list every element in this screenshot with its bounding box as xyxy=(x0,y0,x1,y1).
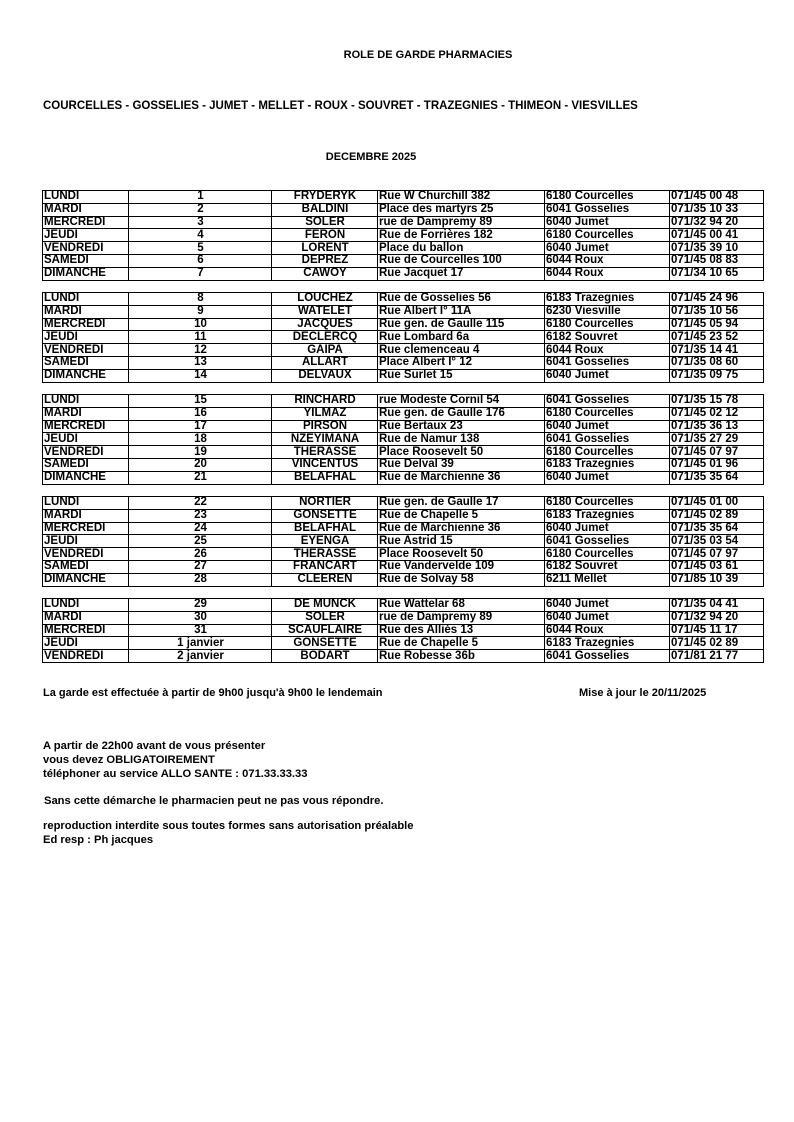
cell-phone: 071/45 07 97 xyxy=(670,548,764,561)
cell-num: 26 xyxy=(129,548,272,561)
cell-day: MERCREDI xyxy=(43,216,129,229)
cell-city: 6040 Jumet xyxy=(545,611,670,624)
cell-city: 6040 Jumet xyxy=(545,599,670,612)
cell-street: Rue de Solvay 58 xyxy=(378,573,545,586)
cell-city: 6182 Souvret xyxy=(545,331,670,344)
cell-day: MERCREDI xyxy=(43,318,129,331)
cell-phone: 071/35 10 33 xyxy=(670,203,764,216)
cell-num: 2 xyxy=(129,203,272,216)
cell-num: 2 janvier xyxy=(129,650,272,663)
table-row xyxy=(43,242,764,255)
cell-phone: 071/45 03 61 xyxy=(670,560,764,573)
cell-city: 6180 Courcelles xyxy=(545,318,670,331)
cell-phone: 071/32 94 20 xyxy=(670,216,764,229)
cell-name: CAWOY xyxy=(272,267,378,280)
cell-phone: 071/45 01 96 xyxy=(670,458,764,471)
cell-phone: 071/35 39 10 xyxy=(670,242,764,255)
cell-street: rue de Dampremy 89 xyxy=(378,216,545,229)
cell-num: 7 xyxy=(129,267,272,280)
cell-phone: 071/35 09 75 xyxy=(670,369,764,382)
cell-num: 15 xyxy=(129,395,272,408)
cell-street: Rue Delval 39 xyxy=(378,458,545,471)
week-table xyxy=(42,598,764,663)
cell-phone: 071/45 11 17 xyxy=(670,624,764,637)
cell-phone: 071/45 05 94 xyxy=(670,318,764,331)
document-title: ROLE DE GARDE PHARMACIES xyxy=(343,49,513,61)
cell-name: DECLERCQ xyxy=(272,331,378,344)
cell-num: 17 xyxy=(129,420,272,433)
cell-day: VENDREDI xyxy=(44,649,104,662)
table-row xyxy=(43,446,764,459)
cell-phone: 071/35 04 41 xyxy=(670,599,764,612)
week-table xyxy=(42,496,764,587)
cell-num: 1 xyxy=(129,191,272,204)
cell-day: SAMEDI xyxy=(43,254,129,267)
cell-num: 5 xyxy=(129,242,272,255)
cell-num: 13 xyxy=(129,356,272,369)
cell-day: LUNDI xyxy=(43,497,129,510)
cell-street: Rue gen. de Gaulle 17 xyxy=(378,497,545,510)
cell-name: EYENGA xyxy=(272,535,378,548)
cell-street: Rue Surlet 15 xyxy=(378,369,545,382)
cell-phone: 071/45 00 41 xyxy=(670,229,764,242)
cell-street: Rue gen. de Gaulle 115 xyxy=(378,318,545,331)
cell-street: Rue Albert I° 11A xyxy=(378,305,545,318)
cell-city: 6041 Gosselies xyxy=(545,650,670,663)
cell-phone: 071/45 02 89 xyxy=(670,637,764,650)
cell-day: DIMANCHE xyxy=(44,471,106,484)
cell-phone: 071/45 07 97 xyxy=(670,446,764,459)
cell-street: Rue de Gosselies 56 xyxy=(378,293,545,306)
cell-day: MERCREDI xyxy=(43,522,129,535)
cell-phone: 071/45 00 48 xyxy=(670,191,764,204)
cell-name: YILMAZ xyxy=(272,407,378,420)
table-row xyxy=(43,637,764,650)
cell-city: 6041 Gosselies xyxy=(545,433,670,446)
cell-name: THERASSE xyxy=(272,446,378,459)
cell-street: Rue de Marchienne 36 xyxy=(378,522,545,535)
cell-street: Place Albert I° 12 xyxy=(378,356,545,369)
night-instructions xyxy=(43,739,307,781)
hours-note: La garde est effectuée à partir de 9h00 jusqu'à 9h00 le lendemain xyxy=(43,687,383,699)
cell-name: VINCENTUS xyxy=(272,458,378,471)
cell-phone: 071/32 94 20 xyxy=(670,611,764,624)
cell-day: SAMEDI xyxy=(43,458,129,471)
cell-name: FRYDERYK xyxy=(272,191,378,204)
legal-notes xyxy=(43,819,414,847)
table-row xyxy=(43,624,764,637)
table-row xyxy=(43,560,764,573)
cell-day: MERCREDI xyxy=(43,420,129,433)
cell-num: 25 xyxy=(129,535,272,548)
table-row xyxy=(43,420,764,433)
table-row xyxy=(43,318,764,331)
cell-city: 6180 Courcelles xyxy=(545,548,670,561)
cell-day: SAMEDI xyxy=(43,560,129,573)
cell-street: Rue de Courcelles 100 xyxy=(378,254,545,267)
cell-city: 6044 Roux xyxy=(545,624,670,637)
cell-num: 22 xyxy=(129,497,272,510)
cell-num: 23 xyxy=(129,509,272,522)
table-row xyxy=(43,356,764,369)
cell-city: 6041 Gosselies xyxy=(545,535,670,548)
cell-city: 6044 Roux xyxy=(545,267,670,280)
cell-num: 11 xyxy=(129,331,272,344)
cell-phone: 071/35 08 60 xyxy=(670,356,764,369)
warning-note: Sans cette démarche le pharmacien peut ne pas vous répondre. xyxy=(44,795,384,807)
reproduction-note: reproduction interdite sous toutes formes sans autorisation préalable xyxy=(43,820,414,832)
night-line-1: A partir de 22h00 avant de vous présenter xyxy=(43,740,266,752)
cell-day: JEUDI xyxy=(43,331,129,344)
cell-name: LOUCHEZ xyxy=(272,293,378,306)
cell-day: LUNDI xyxy=(43,599,129,612)
cell-city: 6180 Courcelles xyxy=(545,229,670,242)
cell-name: SOLER xyxy=(272,216,378,229)
night-line-3: téléphoner au service ALLO SANTE : 071.33.33.33 xyxy=(43,768,308,780)
cell-num: 14 xyxy=(129,369,272,382)
cell-name: LORENT xyxy=(272,242,378,255)
cell-city: 6041 Gosselies xyxy=(545,356,670,369)
cell-street: Rue de Namur 138 xyxy=(378,433,545,446)
cell-name: JACQUES xyxy=(272,318,378,331)
cell-day: VENDREDI xyxy=(43,446,129,459)
table-row xyxy=(43,497,764,510)
cell-street: Rue Vandervelde 109 xyxy=(378,560,545,573)
cell-num: 12 xyxy=(129,344,272,357)
cell-phone: 071/35 15 78 xyxy=(670,395,764,408)
cell-day: VENDREDI xyxy=(43,548,129,561)
table-row xyxy=(43,650,764,663)
cell-name: FERON xyxy=(272,229,378,242)
cell-day: DIMANCHE xyxy=(44,573,106,586)
cell-num: 28 xyxy=(129,573,272,586)
table-row xyxy=(43,293,764,306)
cell-day: JEUDI xyxy=(43,637,129,650)
cell-day: VENDREDI xyxy=(43,242,129,255)
cell-city: 6040 Jumet xyxy=(545,216,670,229)
cell-name: PIRSON xyxy=(272,420,378,433)
table-row xyxy=(43,471,764,484)
cell-city: 6230 Viesville xyxy=(545,305,670,318)
table-row xyxy=(43,458,764,471)
cell-street: Rue Jacquet 17 xyxy=(378,267,545,280)
cell-street: Rue de Chapelle 5 xyxy=(378,509,545,522)
cell-name: SOLER xyxy=(272,611,378,624)
cell-num: 29 xyxy=(129,599,272,612)
cell-name: RINCHARD xyxy=(272,395,378,408)
week-table xyxy=(42,292,764,383)
cell-day: MARDI xyxy=(43,509,129,522)
table-row xyxy=(43,522,764,535)
cell-street: Rue Wattelar 68 xyxy=(378,599,545,612)
cell-phone: 071/35 36 13 xyxy=(670,420,764,433)
cell-city: 6040 Jumet xyxy=(545,471,670,484)
cell-street: Rue de Chapelle 5 xyxy=(378,637,545,650)
cell-num: 4 xyxy=(129,229,272,242)
cell-name: DE MUNCK xyxy=(272,599,378,612)
cell-street: Rue clemenceau 4 xyxy=(378,344,545,357)
table-row xyxy=(43,305,764,318)
cell-phone: 071/35 27 29 xyxy=(670,433,764,446)
table-row xyxy=(43,433,764,446)
cell-phone: 071/45 02 89 xyxy=(670,509,764,522)
table-row xyxy=(43,216,764,229)
cell-street: Rue Astrid 15 xyxy=(378,535,545,548)
cell-name: BELAFHAL xyxy=(272,522,378,535)
cell-name: GONSETTE xyxy=(272,637,378,650)
cell-name: SCAUFLAIRE xyxy=(272,624,378,637)
cell-city: 6180 Courcelles xyxy=(545,407,670,420)
month-heading: DECEMBRE 2025 xyxy=(325,151,417,163)
cell-day: LUNDI xyxy=(43,191,129,204)
cell-name: FRANCART xyxy=(272,560,378,573)
cell-street: Rue de Forrières 182 xyxy=(378,229,545,242)
cell-num: 27 xyxy=(129,560,272,573)
cell-phone: 071/45 23 52 xyxy=(670,331,764,344)
week-table xyxy=(42,190,764,281)
cell-day: MARDI xyxy=(43,305,129,318)
cell-num: 10 xyxy=(129,318,272,331)
cell-name: DELVAUX xyxy=(272,369,378,382)
cell-city: 6044 Roux xyxy=(545,254,670,267)
table-row xyxy=(43,369,764,382)
cell-city: 6041 Gosselies xyxy=(545,203,670,216)
cell-day: MERCREDI xyxy=(43,624,129,637)
cell-city: 6183 Trazegnies xyxy=(545,458,670,471)
cell-num: 1 janvier xyxy=(129,637,272,650)
cell-street: Rue des Alliés 13 xyxy=(378,624,545,637)
cell-street: Rue gen. de Gaulle 176 xyxy=(378,407,545,420)
cell-street: Place des martyrs 25 xyxy=(378,203,545,216)
cell-city: 6040 Jumet xyxy=(545,369,670,382)
cell-street: Rue de Marchienne 36 xyxy=(378,471,545,484)
cell-street: Rue Robesse 36b xyxy=(378,650,545,663)
cell-street: Place Roosevelt 50 xyxy=(378,446,545,459)
cell-city: 6040 Jumet xyxy=(545,242,670,255)
table-row xyxy=(43,344,764,357)
cell-phone: 071/35 35 64 xyxy=(670,522,764,535)
cell-day: LUNDI xyxy=(43,395,129,408)
cell-name: GAIPA xyxy=(272,344,378,357)
cell-day: DIMANCHE xyxy=(44,267,106,280)
cell-day: SAMEDI xyxy=(43,356,129,369)
cell-phone: 071/35 35 64 xyxy=(670,471,764,484)
cell-day: LUNDI xyxy=(43,293,129,306)
towns-list: COURCELLES - GOSSELIES - JUMET - MELLET - ROUX - SOUVRET - TRAZEGNIES - THIMEON - VIESVILLES xyxy=(43,100,638,112)
cell-phone: 071/35 14 41 xyxy=(670,344,764,357)
cell-street: rue Modeste Cornil 54 xyxy=(378,395,545,408)
cell-day: DIMANCHE xyxy=(44,369,106,382)
editor-note: Ed resp : Ph jacques xyxy=(43,834,154,846)
cell-phone: 071/45 01 00 xyxy=(670,497,764,510)
table-row xyxy=(43,509,764,522)
cell-city: 6183 Trazegnies xyxy=(545,509,670,522)
cell-day: VENDREDI xyxy=(43,344,129,357)
table-row xyxy=(43,611,764,624)
cell-name: NZEYIMANA xyxy=(272,433,378,446)
cell-street: Place du ballon xyxy=(378,242,545,255)
cell-name: BELAFHAL xyxy=(272,471,378,484)
week-table xyxy=(42,394,764,485)
cell-name: CLEEREN xyxy=(272,573,378,586)
cell-name: ALLART xyxy=(272,356,378,369)
cell-city: 6211 Mellet xyxy=(545,573,670,586)
cell-day: JEUDI xyxy=(43,433,129,446)
table-row xyxy=(43,191,764,204)
cell-num: 9 xyxy=(129,305,272,318)
cell-city: 6041 Gosselies xyxy=(545,395,670,408)
cell-city: 6180 Courcelles xyxy=(545,497,670,510)
cell-phone: 071/45 02 12 xyxy=(670,407,764,420)
cell-phone: 071/35 10 56 xyxy=(670,305,764,318)
cell-phone: 071/35 03 54 xyxy=(670,535,764,548)
table-row xyxy=(43,535,764,548)
cell-num: 31 xyxy=(129,624,272,637)
cell-num: 8 xyxy=(129,293,272,306)
cell-num: 30 xyxy=(129,611,272,624)
cell-city: 6183 Trazegnies xyxy=(545,293,670,306)
cell-day: MARDI xyxy=(43,407,129,420)
cell-street: Rue Lombard 6a xyxy=(378,331,545,344)
cell-street: Rue Bertaux 23 xyxy=(378,420,545,433)
cell-city: 6040 Jumet xyxy=(545,522,670,535)
cell-name: BALDINI xyxy=(272,203,378,216)
cell-street: rue de Dampremy 89 xyxy=(378,611,545,624)
cell-day: MARDI xyxy=(43,611,129,624)
cell-phone: 071/34 10 65 xyxy=(670,267,764,280)
table-row xyxy=(43,599,764,612)
cell-num: 20 xyxy=(129,458,272,471)
cell-num: 24 xyxy=(129,522,272,535)
cell-name: DEPREZ xyxy=(272,254,378,267)
cell-street: Place Roosevelt 50 xyxy=(378,548,545,561)
cell-num: 19 xyxy=(129,446,272,459)
table-row xyxy=(43,331,764,344)
cell-day: JEUDI xyxy=(43,229,129,242)
update-date: Mise à jour le 20/11/2025 xyxy=(579,687,707,699)
cell-city: 6040 Jumet xyxy=(545,420,670,433)
table-row xyxy=(43,548,764,561)
cell-phone: 071/45 08 83 xyxy=(670,254,764,267)
table-row xyxy=(43,203,764,216)
table-row xyxy=(43,254,764,267)
cell-city: 6182 Souvret xyxy=(545,560,670,573)
cell-num: 21 xyxy=(129,471,272,484)
cell-num: 3 xyxy=(129,216,272,229)
cell-name: BODART xyxy=(272,650,378,663)
cell-num: 16 xyxy=(129,407,272,420)
cell-city: 6183 Trazegnies xyxy=(545,637,670,650)
cell-day: JEUDI xyxy=(43,535,129,548)
table-row xyxy=(43,229,764,242)
cell-name: WATELET xyxy=(272,305,378,318)
cell-phone: 071/81 21 77 xyxy=(670,650,764,663)
cell-street: Rue W Churchill 382 xyxy=(378,191,545,204)
cell-city: 6180 Courcelles xyxy=(545,446,670,459)
cell-day: MARDI xyxy=(43,203,129,216)
cell-city: 6044 Roux xyxy=(545,344,670,357)
table-row xyxy=(43,395,764,408)
night-line-2: vous devez OBLIGATOIREMENT xyxy=(43,754,215,766)
table-row xyxy=(43,573,764,586)
cell-phone: 071/45 24 96 xyxy=(670,293,764,306)
cell-name: THERASSE xyxy=(272,548,378,561)
cell-phone: 071/85 10 39 xyxy=(670,573,764,586)
table-row xyxy=(43,407,764,420)
cell-num: 6 xyxy=(129,254,272,267)
cell-num: 18 xyxy=(129,433,272,446)
cell-name: NORTIER xyxy=(272,497,378,510)
cell-city: 6180 Courcelles xyxy=(545,191,670,204)
table-row xyxy=(43,267,764,280)
cell-name: GONSETTE xyxy=(272,509,378,522)
